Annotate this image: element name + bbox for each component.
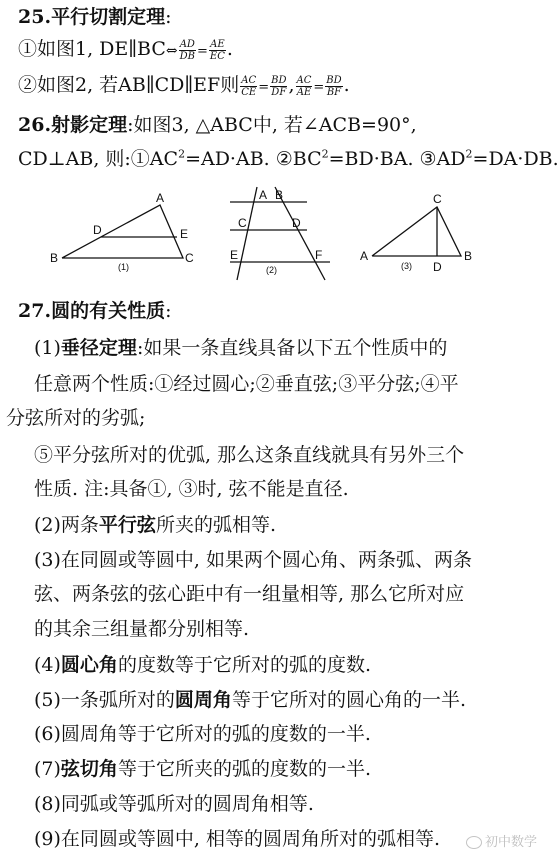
comma: , xyxy=(288,74,295,96)
triangle-abc xyxy=(62,205,183,258)
item-1-line-4: ⑤平分弦所对的优弧, 那么这条直线就具有另外三个 xyxy=(34,444,465,466)
term-bold: 平行弦 xyxy=(98,514,156,536)
label-e: E xyxy=(180,227,189,241)
item-3-line-3: 的其余三组量都分别相等. xyxy=(34,618,250,640)
label-c: C xyxy=(238,216,247,230)
numerator: AC xyxy=(296,74,312,86)
label-f: F xyxy=(315,248,323,262)
equals: = xyxy=(258,80,270,95)
fraction xyxy=(179,39,196,62)
term-bold: 圆心角 xyxy=(60,654,118,676)
label-a: A xyxy=(259,188,268,202)
period: . xyxy=(226,38,233,60)
figure-caption: (1) xyxy=(118,262,129,272)
text: 等于它所夹的弧的度数的一半. xyxy=(117,758,371,780)
denominator: EC xyxy=(209,50,225,62)
denominator: BF xyxy=(326,86,342,98)
fraction xyxy=(209,39,226,62)
numerator: AD xyxy=(179,38,195,50)
colon: : xyxy=(165,6,172,28)
label-d: D xyxy=(433,260,442,274)
theorem-25-line-1 xyxy=(18,36,545,65)
denominator: DF xyxy=(271,86,287,98)
numerator: AC xyxy=(241,74,257,86)
label-a: A xyxy=(360,249,369,263)
wechat-icon xyxy=(466,836,482,849)
text: ②如图2, 若AB∥CD∥EF则 xyxy=(18,74,240,96)
colon: : xyxy=(165,300,172,322)
term-bold: 弦切角 xyxy=(60,758,118,780)
label-d: D xyxy=(93,223,102,237)
text: CD⊥AB, 则:①AC xyxy=(18,148,179,170)
label-c: C xyxy=(433,192,442,206)
text: ①如图1, DE∥BC xyxy=(18,38,166,60)
label-d: D xyxy=(292,216,301,230)
label-a: A xyxy=(156,191,165,205)
equals: = xyxy=(197,44,208,59)
fraction xyxy=(296,75,313,98)
text: =DA·DB. xyxy=(472,148,559,170)
item-1-line-2: 任意两个性质:①经过圆心;②垂直弦;③平分弦;④平 xyxy=(34,373,459,395)
fraction xyxy=(240,75,257,98)
item-2 xyxy=(34,512,545,538)
triangle-abc xyxy=(372,207,461,256)
item-4 xyxy=(34,652,545,678)
equivalence-arrow: ⇔ xyxy=(165,43,178,59)
item-1-line-1 xyxy=(34,335,545,361)
section-title: 平行切割定理 xyxy=(51,6,166,28)
section-27-heading xyxy=(18,298,545,324)
section-title: 圆的有关性质 xyxy=(51,300,166,322)
figure-caption: (3) xyxy=(401,261,412,271)
denominator: AE xyxy=(296,86,312,98)
period: . xyxy=(343,74,350,96)
numerator: BD xyxy=(271,74,287,86)
item-number: (1) xyxy=(34,337,61,359)
numerator: AE xyxy=(210,38,225,50)
superscript: 2 xyxy=(465,147,473,161)
item-8: (8)同弧或等弧所对的圆周角相等. xyxy=(34,793,314,815)
text: 等于它所对的圆心角的一半. xyxy=(231,689,466,711)
theorem-26-statement xyxy=(18,146,559,172)
figures xyxy=(0,180,545,280)
label-b: B xyxy=(275,188,284,202)
term-bold: 圆周角 xyxy=(174,689,232,711)
section-number: 25. xyxy=(18,6,52,28)
item-3-line-1: (3)在同圆或等圆中, 如果两个圆心角、两条弧、两条 xyxy=(34,549,472,571)
equals: = xyxy=(313,80,325,95)
label-b: B xyxy=(464,249,473,263)
text: (5)一条弧所对的 xyxy=(34,689,175,711)
watermark xyxy=(466,831,537,850)
text: :如果一条直线具备以下五个性质中的 xyxy=(136,337,448,359)
text: 的度数等于它所对的弧的度数. xyxy=(117,654,371,676)
item-7 xyxy=(34,756,545,782)
text: (4) xyxy=(34,654,61,676)
item-5 xyxy=(34,687,545,713)
item-1-line-3: 分弦所对的劣弧; xyxy=(6,407,146,429)
transversal-1 xyxy=(237,187,257,280)
text: (7) xyxy=(34,758,61,780)
superscript: 2 xyxy=(178,147,186,161)
text: =BD·BA. ③AD xyxy=(328,148,466,170)
text: =AD·AB. ②BC xyxy=(185,148,322,170)
section-number: 26. xyxy=(18,114,52,136)
item-3-line-2: 弦、两条弦的弦心距中有一组量相等, 那么它所对应 xyxy=(34,583,465,605)
theorem-25-line-2 xyxy=(18,72,545,101)
denominator: CE xyxy=(241,86,257,98)
section-title: 射影定理 xyxy=(51,114,128,136)
superscript: 2 xyxy=(321,147,329,161)
fraction xyxy=(325,75,342,98)
label-c: C xyxy=(185,251,194,265)
watermark-text: 初中数学 xyxy=(484,835,537,850)
item-6: (6)圆周角等于它所对的弧的度数的一半. xyxy=(34,723,371,745)
text: :如图3, △ABC中, 若∠ACB=90°, xyxy=(127,114,417,136)
figure-caption: (2) xyxy=(266,265,277,275)
term-bold: 垂径定理 xyxy=(60,337,137,359)
section-26-heading xyxy=(18,112,545,138)
section-25-heading xyxy=(18,4,545,30)
figure-1 xyxy=(62,205,183,258)
text: 所夹的弧相等. xyxy=(155,514,276,536)
label-b: B xyxy=(50,251,59,265)
fraction xyxy=(270,75,287,98)
section-number: 27. xyxy=(18,300,52,322)
text: (2)两条 xyxy=(34,514,99,536)
item-1-line-5: 性质. 注:具备①, ③时, 弦不能是直径. xyxy=(34,478,349,500)
item-9: (9)在同圆或等圆中, 相等的圆周角所对的弧相等. xyxy=(34,828,441,850)
label-e: E xyxy=(230,248,239,262)
numerator: BD xyxy=(326,74,342,86)
figure-3 xyxy=(372,207,461,256)
denominator: DB xyxy=(179,50,196,62)
